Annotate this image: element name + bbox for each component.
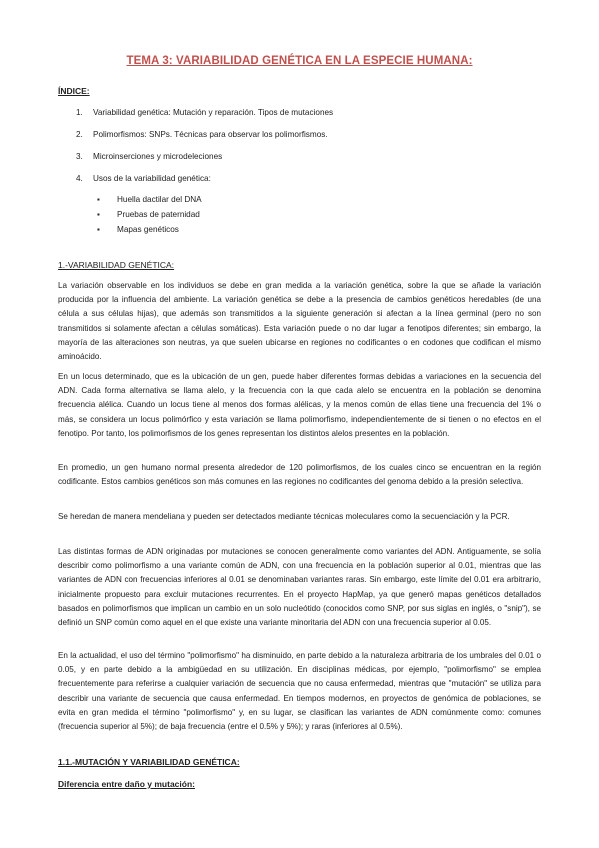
- paragraph: Las distintas formas de ADN originadas por mutaciones se conocen generalmente como variantes del ADN. Antiguamente, se solía describir como polimorfismo a una variante común de ADN, con una frecuencia en la población superior al 0.01, mientras que las variantes de ADN con frecuencias inferiores al 0.01 se denominaban variantes raras. Sin embargo, este límite del 0.01 era arbitrario, inicialmente propuesto para excluir mutaciones recurrentes. En el proyecto HapMap, ya que generó mapas genéticos detallados basados en polimorfismos que implican un cambio en un solo nucleótido (conocidos como SNP, por sus siglas en inglés, o "snip"), se definió un SNP común como aquel en el que existe una variante minoritaria del ADN con una frecuencia superior al 0.05.: [58, 547, 541, 628]
- paragraph: La variación observable en los individuos se debe en gran medida a la variación genética, sobre la que se añade la variación producida por la influencia del ambiente. La variación genética se debe a la presencia de cambios genéticos heredables (de una célula a sus células hijas), que además son transmitidos a la siguiente generación si afectan a la línea germinal (pero no son transmitidos si solamente afectan a células somáticas). Esta variación puede o no dar lugar a fenotipos diferentes; sin embargo, la mayoría de las alteraciones son neutras, ya que suelen ubicarse en regiones no codificantes o en codones que codifican el mismo aminoácido.: [58, 281, 541, 362]
- section-heading: 1.-VARIABILIDAD GENÉTICA:: [58, 260, 175, 270]
- index-subitem: ▪ Mapas genéticos: [97, 225, 179, 234]
- index-sublist: [97, 195, 202, 240]
- index-list: [76, 108, 333, 196]
- bullet-icon: ▪: [97, 225, 100, 234]
- subsection-heading: Diferencia entre daño y mutación:: [58, 779, 195, 789]
- index-subitem: ▪ Pruebas de paternidad: [97, 210, 200, 219]
- document-title: TEMA 3: VARIABILIDAD GENÉTICA EN LA ESPECIE HUMANA:: [126, 55, 473, 67]
- section-heading: 1.1.-MUTACIÓN Y VARIABILIDAD GENÉTICA:: [58, 757, 240, 767]
- index-subitem: ▪ Huella dactilar del DNA: [97, 195, 202, 204]
- index-item: 2. Polimorfismos: SNPs. Técnicas para observar los polimorfismos.: [76, 130, 328, 139]
- bullet-icon: ▪: [97, 210, 100, 219]
- index-heading: ÍNDICE:: [58, 86, 90, 96]
- paragraph: En la actualidad, el uso del término "polimorfismo" ha disminuido, en parte debido a la naturaleza arbitraria de los umbrales del 0.01 o 0.05, y en parte debido a la ambigüedad en su utilización. En disciplinas médicas, por ejemplo, "polimorfismo" se emplea frecuentemente para referirse a cualquier variación de secuencia que no causa enfermedad, mientras que "mutación" se utiliza para describir una variante de secuencia que causa enfermedad. En tiempos modernos, en proyectos de genómica de poblaciones, se evita en gran medida el término "polimorfismo" y, en su lugar, se clasifican las variantes de ADN comúnmente como: comunes (frecuencia superior al 5%); de baja frecuencia (entre el 0.5% y 5%); y raras (inferiores al 0.5%).: [58, 651, 541, 732]
- paragraph: Se heredan de manera mendeliana y pueden ser detectados mediante técnicas moleculares como la secuenciación y la PCR.: [58, 512, 510, 521]
- paragraph: En un locus determinado, que es la ubicación de un gen, puede haber diferentes formas debidas a variaciones en la secuencia del ADN. Cada forma alternativa se llama alelo, y la frecuencia con la que cada alelo se encuentra en la población se denomina frecuencia alélica. Cuando un locus tiene al menos dos formas alélicas, y la menos común de ellas tiene una frecuencia del 1% o más, se considera un locus polimórfico y esta variación se llama polimorfismo, independientemente de si tienen o no efectos en el fenotipo. Por tanto, los polimorfismos de los genes representan los distintos alelos presentes en la población.: [58, 372, 541, 438]
- index-item: 4. Usos de la variabilidad genética:: [76, 174, 211, 183]
- index-item: 1. Variabilidad genética: Mutación y reparación. Tipos de mutaciones: [76, 108, 334, 117]
- paragraph: En promedio, un gen humano normal presenta alrededor de 120 polimorfismos, de los cuales cinco se encuentran en la región codificante. Estos cambios genéticos son más comunes en las regiones no codificantes del genoma debido a la presión selectiva.: [58, 463, 541, 487]
- index-item: 3. Microinserciones y microdeleciones: [76, 152, 223, 161]
- bullet-icon: ▪: [97, 195, 100, 204]
